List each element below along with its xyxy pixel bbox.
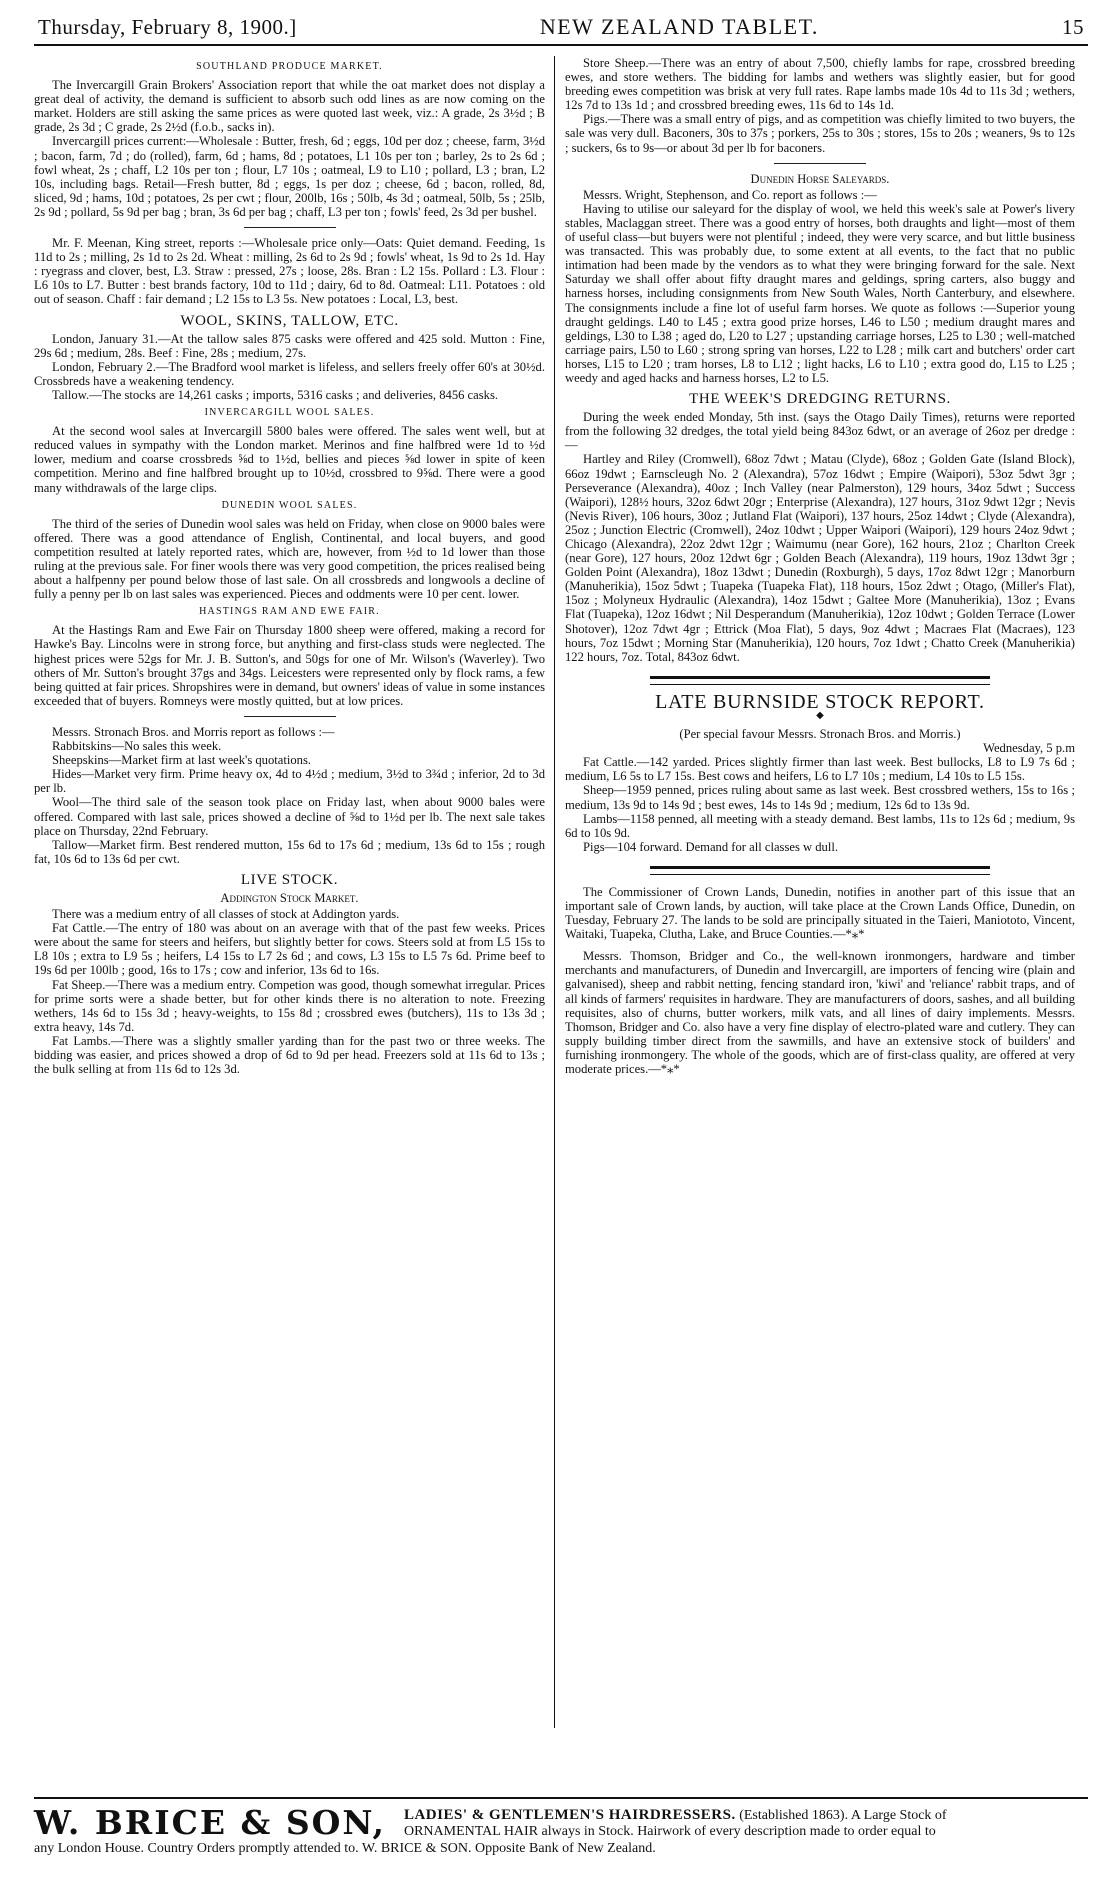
store-sheep-report: Store Sheep.—There was an entry of about 7,500, chiefly lambs for rape, crossbred breeding ewes, and store wethers. The bidding for lambs and wethers was slightly easier, but for good breeding ewes competition was brisk at very full rates. Rape lambs made 10s 4d to 11s 3d ; wethers, 12s 7d to 13s 1d ; and crossbred breeding ewes, 11s 6d to 14s 1d.	[565, 56, 1075, 113]
live-stock-heading: LIVE STOCK.	[240, 871, 339, 888]
addington-fat-lambs: Fat Lambs.—There was a slightly smaller yarding than for the past two or three weeks. The bidding was easier, and prices showed a drop of 6d to 9d per head. Freezers sold at 11s 6d to 13s ; the bulk selling at from 11s 6d to 12s 3d.	[34, 1033, 545, 1077]
advert-line-3: any London House. Country Orders promptly attended to. W. BRICE & SON. Opposite Bank of New Zealand.	[34, 1841, 656, 1856]
horse-intro: Messrs. Wright, Stephenson, and Co. report as follows :—	[583, 187, 877, 202]
sheepskins-item: Sheepskins—Market firm at last week's quotations.	[52, 753, 311, 768]
section-rule	[244, 227, 336, 228]
addington-fat-sheep: Fat Sheep.—There was a medium entry. Competion was good, though somewhat irregular. Prices for prime sorts were a shade better, but for other kinds there is no alteration to note. Freezing wethers, 14s 6d to 15s 3d ; heavy-weights, to 15s 8d ; crossbred ewes (butchers), 11s to 13s 3d ; extra heavy, 14s 7d.	[34, 977, 545, 1034]
late-pigs: Pigs—104 forward. Demand for all classes w dull.	[583, 839, 838, 854]
hides-item: Hides—Market very firm. Prime heavy ox, 4d to 4½d ; medium, 3½d to 3¾d ; inferior, 2d to 3d per lb.	[34, 767, 545, 796]
invercargill-prices: Invercargill prices current:—Wholesale : Butter, fresh, 6d ; eggs, 10d per doz ; cheese, farm, 3½d ; bacon, farm, 7d ; do (rolled), farm, 6d ; hams, 8d ; potatoes, L1 10s per ton ; barley, 2s to 2s 6d ; fowl wheat, 2s ; chaff, L2 10s per ton ; flour, L7 10s ; oatmeal, L9 to L10 ; pollard, L3 ; bran, L2 10s, including bags. Retail—Fresh butter, 8d ; eggs, 1s per doz ; cheese, 6d ; bacon, rolled, 8d, sliced, 9d ; hams, 10d ; potatoes, 2s per cwt ; flour, 200lb, 16s ; 50lb, 4s 3d ; oatmeal, 50lb, 5s ; 25lb, 2s 9d ; pollard, 5s 9d per bag ; bran, 3s 6d per bag ; chaff, L3 per ton ; fowls' feed, 2s 3d per bushel.	[34, 134, 545, 219]
issue-date: Thursday, February 8, 1900.]	[38, 15, 297, 39]
invercargill-wool-heading: INVERCARGILL WOOL SALES.	[204, 407, 375, 419]
page-number: 15	[1061, 15, 1084, 39]
dredging-intro: During the week ended Monday, 5th inst. (says the Otago Daily Times), returns were reported from the following 32 dredges, the total yield being 843oz 6dwt, or an average of 26oz per dredge :—	[565, 410, 1075, 453]
london-bradford: London, February 2.—The Bradford wool market is lifeless, and sellers freely offer 60's at 30½d. Crossbreds have a weakening tendency.	[34, 359, 545, 388]
advert-established: (Established 1863). A Large Stock of	[739, 1808, 947, 1823]
publication-title: NEW ZEALAND TABLET.	[539, 14, 819, 39]
brice-advertisement	[34, 1797, 1088, 1857]
double-rule	[650, 866, 990, 875]
pigs-report: Pigs.—There was a small entry of pigs, and as competition was chiefly limited to two buyers, the sale was very dull. Baconers, 30s to 37s ; porkers, 25s to 30s ; stores, 15s to 20s ; weaners, 9s to 12s ; suckers, 6s to 9s—or about 3d per lb for baconers.	[565, 112, 1075, 155]
article-columns	[34, 56, 1088, 1781]
left-column	[34, 56, 554, 1781]
crown-lands-notice: The Commissioner of Crown Lands, Dunedin, notifies in another part of this issue that an important sale of Crown lands, by auction, will take place at the Crown Lands Office, Dunedin, on Tuesday, February 27. The lands to be sold are principally situated in the Taieri, Maniototo, Vincent, Waitaki, Tuapeka, Clutha, Lake, and Bruce Counties.—*⁎*	[565, 884, 1075, 942]
advert-heading: LADIES' & GENTLEMEN'S HAIRDRESSERS.	[403, 1807, 736, 1823]
double-rule	[650, 676, 990, 685]
hastings-fair-heading: HASTINGS RAM AND EWE FAIR.	[199, 606, 380, 618]
meenan-report: Mr. F. Meenan, King street, reports :—Wholesale price only—Oats: Quiet demand. Feeding, 1s 11d to 2s ; milling, 2s 1d to 2s 2d. Wheat : milling, 2s 6d to 2s 9d ; fowls' wheat, 1s 9d to 2s 1d. Hay : ryegrass and clover, best, L3. Straw : pressed, 27s ; loose, 28s. Bran : L2 15s. Pollard : L3. Flour : L6 10s to L7. Butter : best brands factory, 10d to 11d ; dairy, 6d to 8d. Oatmeal: L11. Potatoes : old out of season. Chaff : fair demand ; L2 15s to L3 5s. New potatoes : Local, L3, best.	[34, 236, 545, 307]
southland-report: The Invercargill Grain Brokers' Association report that while the oat market does not display a great deal of activity, the demand is sufficient to absorb such odd lines as are now coming on the market. Holders are still asking the same prices as were quoted last week, viz.: A grade, 2s 3½d ; B grade, 2s 3d ; C grade, 2s 2½d (f.o.b., sacks in).	[34, 78, 545, 135]
late-sheep: Sheep—1959 penned, prices ruling about same as last week. Best crossbred wethers, 15s to 16s ; medium, 13s 9d to 14s 9d ; best ewes, 14s to 14s 9d ; medium, 12s 6d to 13s 9d.	[565, 783, 1075, 812]
right-column	[555, 56, 1075, 1781]
late-fat-cattle: Fat Cattle.—142 yarded. Prices slightly firmer than last week. Best bullocks, L8 to L9 7s 6d ; medium, L6 5s to L7 15s. Best cows and heifers, L6 to L7 10s ; medium, L4 10s to L5 15s.	[565, 755, 1075, 784]
advertiser-brand: W. BRICE & SON,	[34, 1803, 386, 1842]
advert-line-2: ORNAMENTAL HAIR always in Stock. Hairwork of every description made to order equal to	[403, 1824, 936, 1839]
horse-report: Having to utilise our saleyard for the display of wool, we held this week's sale at Power's livery stables, Maclaggan street. There was a good entry of horses, both draughts and light—most of them of useful class—but buyers were not plentiful ; indeed, they were very scarce, and but little business was transacted. This was probably due, to some extent at all events, to the fact that no public intimation had been made by the vendors as to what they were bringing forward for the sale. Next Saturday we shall offer about fifty draught mares and geldings, spring carters, also buggy and harness horses, including consignments from New South Wales, North Canterbury, and elsewhere. The consignments include a fine lot of useful farm horses. We quote as follows :—Superior young draught geldings. L40 to L45 ; extra good prize horses, L46 to L50 ; medium draught mares and geldings, L30 to L38 ; aged do, L20 to L27 ; upstanding carriage horses, L25 to L30 ; well-matched carriage pairs, L50 to L60 ; strong spring van horses, L22 to L28 ; milk cart and butchers' order cart horses, L15 to L20 ; tram horses, L8 to L12 ; light hacks, L6 to L10 ; extra good do, L15 to L25 ; weedy and aged hacks and harness horses, L2 to L5.	[565, 201, 1075, 385]
london-tallow: London, January 31.—At the tallow sales 875 casks were offered and 425 sold. Mutton : Fine, 29s 6d ; medium, 28s. Beef : Fine, 28s ; medium, 27s.	[34, 331, 545, 360]
late-report-date: Wednesday, 5 p.m	[983, 741, 1075, 756]
horse-saleyards-heading: Dunedin Horse Saleyards.	[750, 171, 890, 186]
section-rule	[244, 716, 336, 717]
invercargill-wool-report: At the second wool sales at Invercargill 5800 bales were offered. The sales went well, but at reduced values in sympathy with the London market. Merinos and fine halfbred were 1d to ½d lower, medium and coarse crossbreds ⅝d to 1½d, bellies and pieces ⅝d lower in spite of keen competition. Merino and fine halfbred brought up to 10½d, crossbred to 9⅝d. There were a good many withdrawals of the large clips.	[34, 424, 545, 495]
dunedin-wool-report: The third of the series of Dunedin wool sales was held on Friday, when close on 9000 bales were offered. There was a good attendance of English, Continental, and local buyers, and good competition resulted at lately reported rates, which are, however, from ½d to 1d lower than those ruling at the previous sale. For finer wools there was very good competition, the prices realised being about a halfpenny per pound below those of last sale. On all crossbreds and longwools a decline of fully a penny per lb on last sales was experienced. Pieces and oddments were 10 per cent. lower.	[34, 516, 545, 602]
tallow-stocks: Tallow.—The stocks are 14,261 casks ; imports, 5316 casks ; and deliveries, 8456 casks.	[52, 387, 498, 402]
wool-skins-tallow-heading: WOOL, SKINS, TALLOW, ETC.	[180, 312, 399, 329]
hastings-fair-report: At the Hastings Ram and Ewe Fair on Thursday 1800 sheep were offered, making a record for Hawke's Bay. Lincolns were in strong force, but anything and first-class studs were neglected. The highest prices were 52gs for Mr. J. B. Sutton's, and 50gs for one of Mr. Wilson's (Waverley). Two others of Mr. Sutton's brought 37gs and 34gs. Leicesters were represented only by flock rams, a few being quitted at fair prices. Shropshires were in demand, but owners' ideas of value in some instances exceeded that of buyers. Romneys were mostly quitted, but at low prices.	[34, 623, 545, 708]
tallow-item: Tallow—Market firm. Best rendered mutton, 15s 6d to 17s 6d ; medium, 13s 6d to 15s ; rough fat, 10s 6d to 13s 6d per cwt.	[34, 837, 545, 866]
addington-heading: Addington Stock Market.	[220, 890, 359, 905]
dunedin-wool-heading: DUNEDIN WOOL SALES.	[221, 499, 358, 511]
wool-item: Wool—The third sale of the season took place on Friday last, when about 9000 bales were offered. Compared with last sale, prices showed a decline of ⅝d to 1½d per lb. The next sale takes place on Thursday, 22nd February.	[34, 795, 545, 838]
late-lambs: Lambs—1158 penned, all meeting with a steady demand. Best lambs, 11s to 12s 6d ; medium, 9s 6d to 10s 9d.	[565, 811, 1075, 840]
late-favour-line: (Per special favour Messrs. Stronach Bros. and Morris.)	[679, 727, 961, 742]
southland-produce-heading: SOUTHLAND PRODUCE MARKET.	[196, 61, 383, 72]
addington-intro: There was a medium entry of all classes of stock at Addington yards.	[52, 907, 400, 922]
rabbitskins-item: Rabbitskins—No sales this week.	[52, 739, 222, 754]
diamond-ornament: ◆	[816, 709, 824, 721]
dredging-returns: Hartley and Riley (Cromwell), 68oz 7dwt ; Matau (Clyde), 68oz ; Golden Gate (Island Block), 66oz 19dwt ; Earnscleugh No. 2 (Alexandra), 57oz 16dwt ; Empire (Waipori), 53oz 5dwt 3gr ; Perseverance (Alexandra), 40oz ; Inch Valley (near Palmerston), 129 hours, 34oz 5dwt ; Success (Waipori), 128½ hours, 32oz 6dwt 20gr ; Enterprise (Alexandra), 127 hours, 31oz 9dwt 12gr ; Nevis (Nevis River), 106 hours, 30oz ; Jutland Flat (Waipori), 137 hours, 25oz 14dwt ; Clyde (Alexandra), 25oz ; Junction Electric (Cromwell), 24oz 10dwt ; Upper Waipori (Waipori), 129 hours 24oz 9dwt ; Chicago (Alexandra), 22oz 2dwt 12gr ; Waimumu (near Gore), 162 hours, 21oz ; Charlton Creek (near Gore), 127 hours, 20oz 12dwt 6gr ; Golden Beach (Alexandra), 119 hours, 19oz 13dwt 3gr ; Golden Point (Alexandra), 18oz 13dwt ; Dunedin (Roxburgh), 5 days, 17oz 8dwt 12gr ; Manorburn (Manuherikia), 15oz 5dwt ; Tuapeka (Tuapeka Flat), 118 hours, 15oz 2dwt ; Otago, (Miller's Flat), 15oz ; Molyneux Hydraulic (Alexandra), 14oz 15dwt ; Galtee More (Manuherikia), 13oz ; Evans Flat (Tuapeka), 12oz 16dwt ; Nil Desperandum (Manuherikia), 12oz 10dwt ; Golden Terrace (Lower Shotover), 12oz 7dwt 4gr ; Ettrick (Moa Flat), 5 days, 9oz 4dwt ; Macraes Flat (Macraes), 123 hours, 7oz 15dwt ; Morning Star (Manuherikia), 120 hours, 7oz 1dwt ; Chatto Creek (Manuherikia) 122 hours, 7oz. Total, 843oz 6dwt.	[565, 452, 1075, 664]
addington-fat-cattle: Fat Cattle.—The entry of 180 was about on an average with that of the past few weeks. Prices were about the same for steers and heifers, but slightly better for cows. Steers sold at from L5 15s to L8 10s ; extra to L9 5s ; heifers, L4 15s to L7 2s 6d ; and cows, L3 15s to L5 7s 6d. Prime beef to 19s 6d per 100lb ; good, 16s to 17s ; cow and inferior, 13s 6d to 16s.	[34, 921, 545, 978]
masthead	[34, 14, 1088, 46]
late-burnside-heading: LATE BURNSIDE STOCK REPORT.	[655, 690, 985, 713]
thomson-bridger-notice: Messrs. Thomson, Bridger and Co., the well-known ironmongers, hardware and timber merchants and manufacturers, of Dunedin and Invercargill, are importers of fencing wire (plain and galvanised), sheep and rabbit netting, fencing standard iron, 'kiwi' and 'reliance' rabbit traps, and of all kinds of farmers' requisites in hardware. They are manufacturers of doors, sashes, and all building requisites, also of churns, butter workers, milk vats, and all lines of dairy implements. Messrs. Thomson, Bridger and Co. also have a very fine display of electro-plated ware and cutlery. They can supply building timber direct from the sawmills, and have an extensive stock of builders' and furnishing ironmongery. The whole of the goods, which are of first-class quality, are offered at very moderate prices.—*⁎*	[565, 949, 1075, 1076]
stronach-intro: Messrs. Stronach Bros. and Morris report as follows :—	[52, 724, 335, 739]
section-rule	[774, 163, 866, 164]
dredging-heading: THE WEEK'S DREDGING RETURNS.	[689, 391, 951, 408]
